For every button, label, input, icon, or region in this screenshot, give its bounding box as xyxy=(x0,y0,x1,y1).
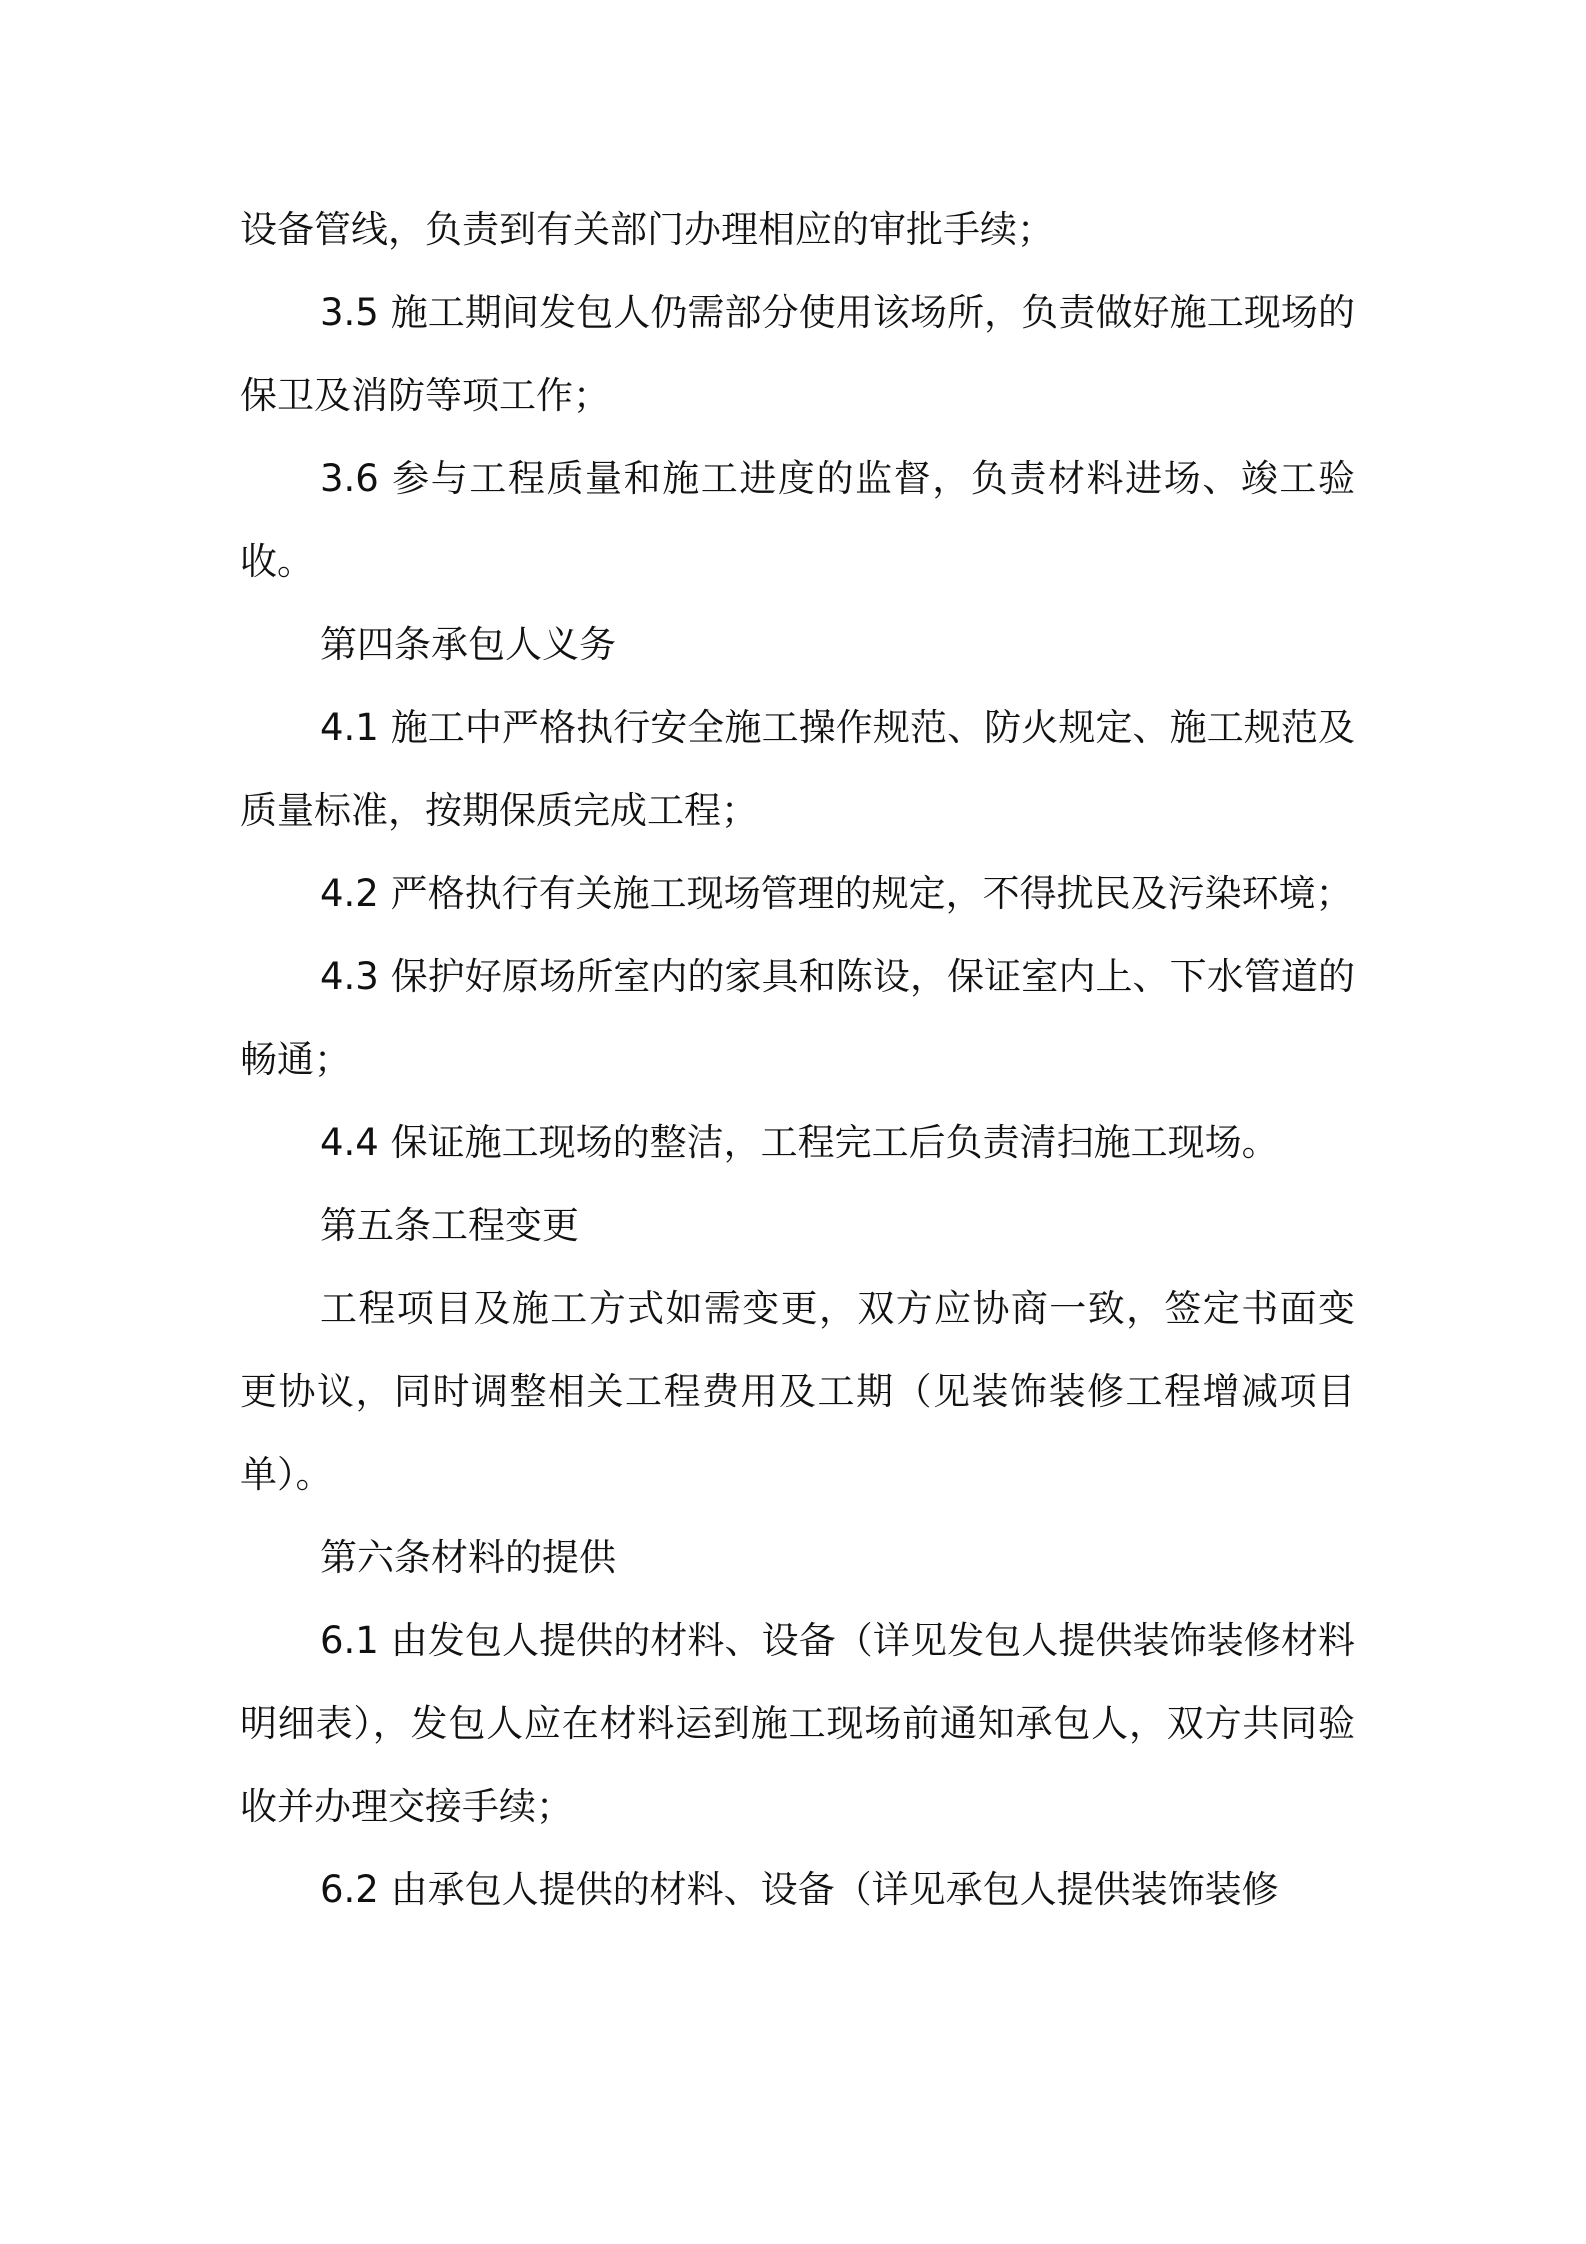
article-4-heading: 第四条承包人义务 xyxy=(320,623,616,666)
article-5-body: 工程项目及施工方式如需变更，双方应协商一致，签定书面变更协议，同时调整相关工程费用及工期（见装饰装修工程增减项目单）。 xyxy=(240,1287,1355,1496)
clause-3-5: 3.5 施工期间发包人仍需部分使用该场所，负责做好施工现场的保卫及消防等项工作； xyxy=(240,291,1355,417)
clause-4-2: 4.2 严格执行有关施工现场管理的规定，不得扰民及污染环境； xyxy=(320,872,1353,915)
clause-6-1: 6.1 由发包人提供的材料、设备（详见发包人提供装饰装修材料明细表），发包人应在材料运到施工现场前通知承包人，双方共同验收并办理交接手续； xyxy=(240,1619,1355,1828)
article-6-heading: 第六条材料的提供 xyxy=(320,1536,616,1579)
clause-4-1: 4.1 施工中严格执行安全施工操作规范、防火规定、施工规范及质量标准，按期保质完成工程； xyxy=(240,706,1355,832)
paragraph-continuation: 设备管线，负责到有关部门办理相应的审批手续； xyxy=(240,208,1054,251)
article-5-heading: 第五条工程变更 xyxy=(320,1204,579,1247)
clause-4-4: 4.4 保证施工现场的整洁，工程完工后负责清扫施工现场。 xyxy=(320,1121,1279,1164)
clause-3-6: 3.6 参与工程质量和施工进度的监督，负责材料进场、竣工验收。 xyxy=(240,457,1355,583)
clause-4-3: 4.3 保护好原场所室内的家具和陈设，保证室内上、下水管道的畅通； xyxy=(240,955,1355,1081)
document-body xyxy=(240,188,1355,1931)
clause-6-2: 6.2 由承包人提供的材料、设备（详见承包人提供装饰装修 xyxy=(320,1868,1279,1911)
